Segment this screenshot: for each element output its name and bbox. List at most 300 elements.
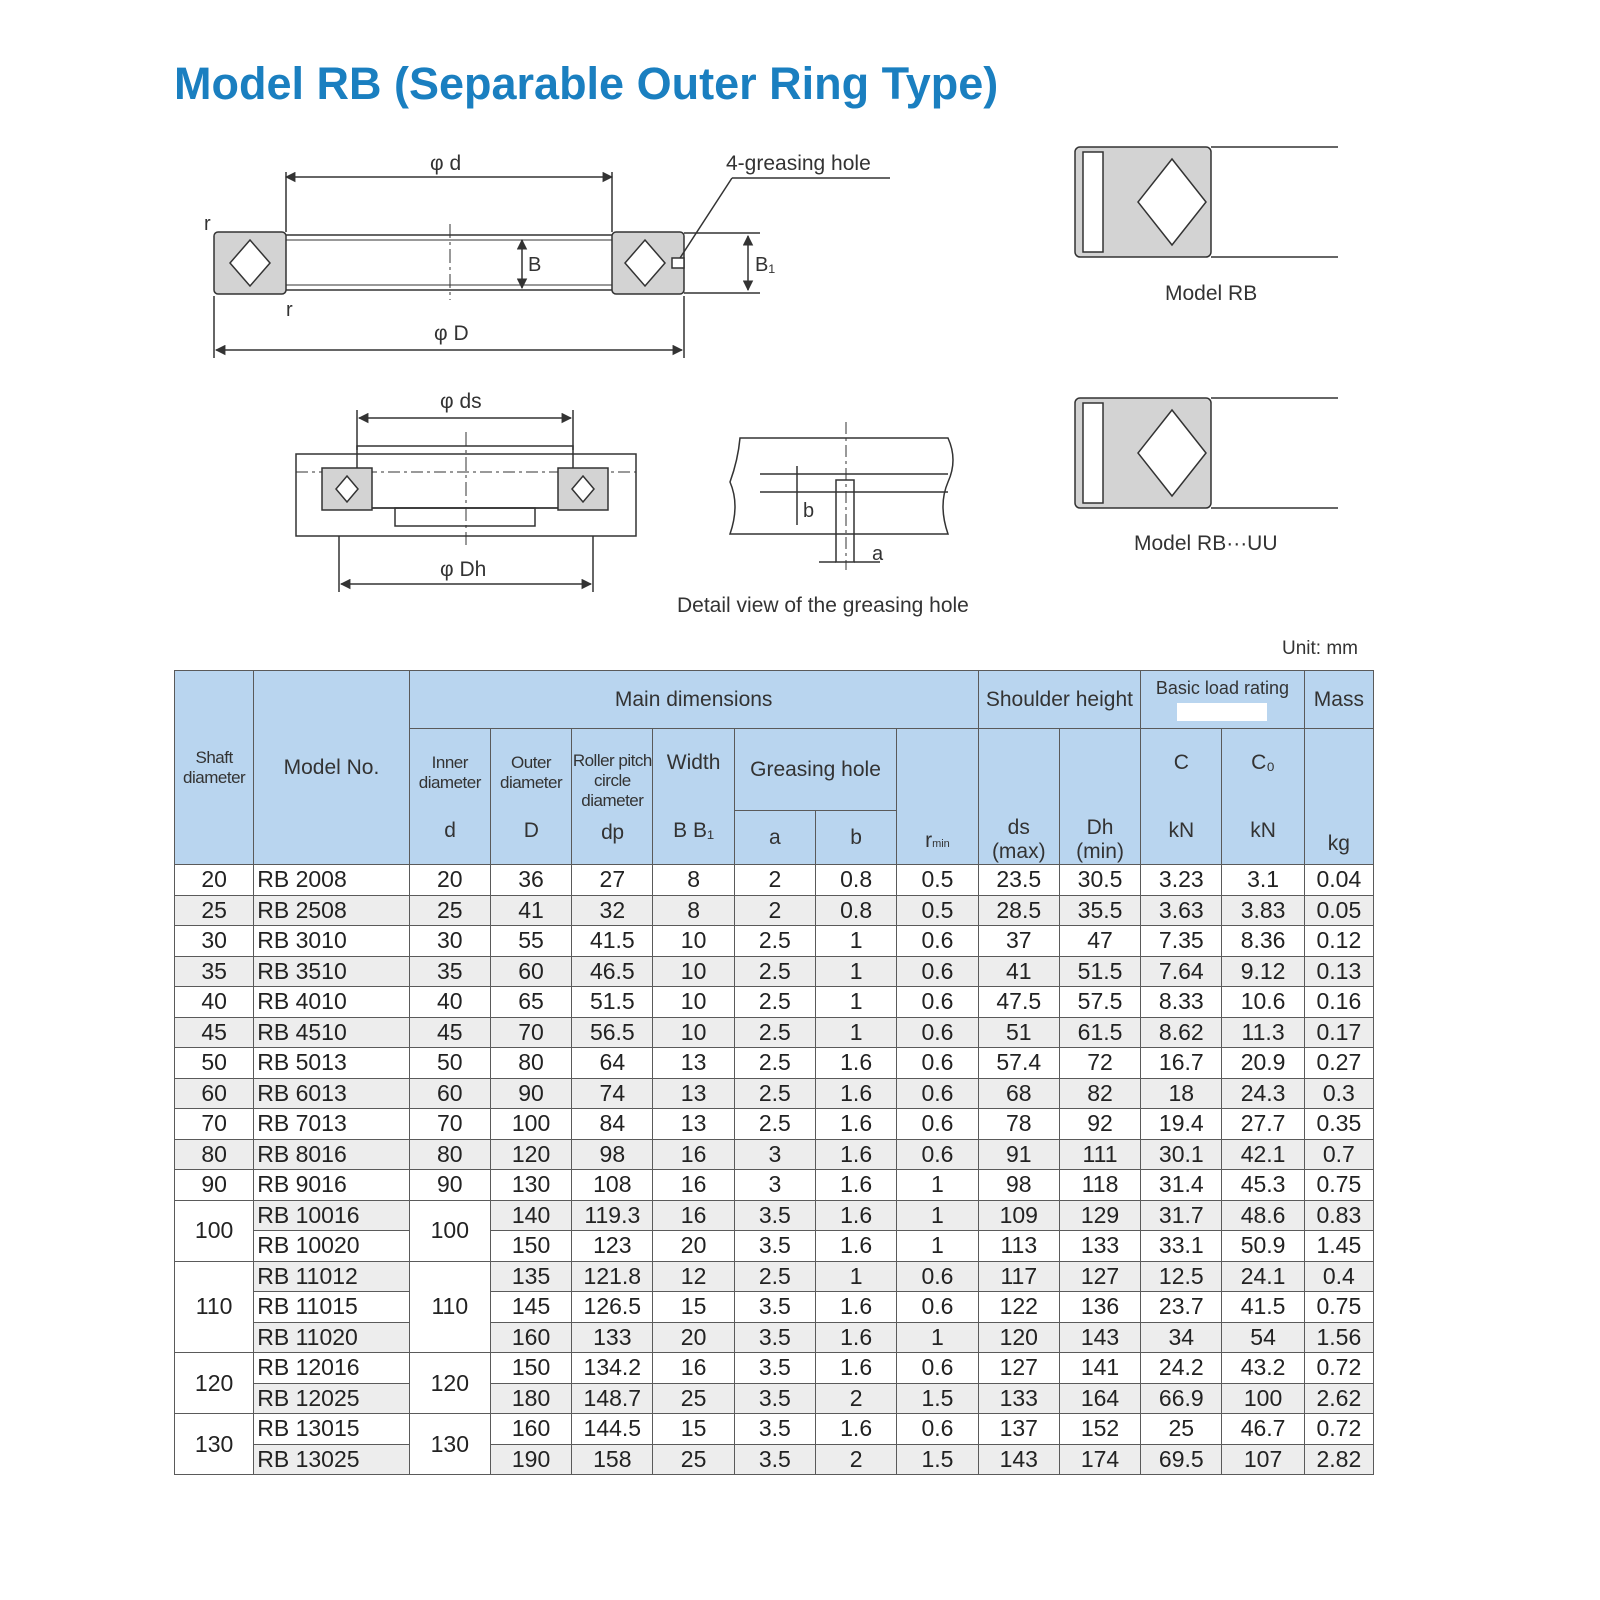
cell-greasing-b: 1.6 [816, 1109, 897, 1140]
cell-mass: 1.56 [1304, 1322, 1373, 1353]
cell-C: 66.9 [1141, 1383, 1222, 1414]
cell-inner-diameter: 80 [409, 1139, 490, 1170]
cell-dh-min: 164 [1059, 1383, 1140, 1414]
cell-outer-diameter: 36 [490, 865, 571, 896]
cell-width: 8 [653, 895, 734, 926]
cell-dh-min: 143 [1059, 1322, 1140, 1353]
cell-shaft-diameter: 70 [175, 1109, 254, 1140]
cell-roller-pitch: 123 [572, 1231, 653, 1262]
cell-outer-diameter: 135 [490, 1261, 571, 1292]
cell-ds-max: 122 [978, 1292, 1059, 1323]
cell-model-no: RB 3010 [254, 926, 409, 957]
cell-mass: 0.35 [1304, 1109, 1373, 1140]
cell-greasing-a: 2.5 [734, 987, 815, 1018]
table-row [175, 1200, 1374, 1231]
cell-mass: 0.83 [1304, 1200, 1373, 1231]
cell-model-no: RB 9016 [254, 1170, 409, 1201]
unit-label: Unit: mm [1282, 638, 1358, 659]
cell-model-no: RB 11020 [254, 1322, 409, 1353]
header-dh-min: Dh (min) [1059, 729, 1140, 865]
cell-inner-diameter: 50 [409, 1048, 490, 1079]
inner-symbol: d [444, 818, 456, 842]
cell-width: 16 [653, 1139, 734, 1170]
cell-mass: 0.7 [1304, 1139, 1373, 1170]
cell-outer-diameter: 180 [490, 1383, 571, 1414]
label-greasing-hole: 4-greasing hole [726, 152, 871, 175]
C-unit: kN [1168, 818, 1195, 842]
cell-C: 23.7 [1141, 1292, 1222, 1323]
cell-shaft-diameter: 30 [175, 926, 254, 957]
cell-greasing-a: 3.5 [734, 1322, 815, 1353]
cell-outer-diameter: 70 [490, 1017, 571, 1048]
cell-greasing-b: 2 [816, 1383, 897, 1414]
table-row [175, 1048, 1374, 1079]
cell-inner-diameter: 120 [409, 1353, 490, 1414]
cell-shaft-diameter: 120 [175, 1353, 254, 1414]
label-r-top: r [204, 213, 211, 235]
cell-outer-diameter: 190 [490, 1444, 571, 1475]
cell-model-no: RB 10020 [254, 1231, 409, 1262]
r-subscript: min [932, 838, 950, 850]
cell-greasing-b: 1 [816, 956, 897, 987]
cell-shaft-diameter: 80 [175, 1139, 254, 1170]
cell-C0: 54 [1222, 1322, 1304, 1353]
cell-C: 69.5 [1141, 1444, 1222, 1475]
cell-C0: 9.12 [1222, 956, 1304, 987]
cell-dh-min: 61.5 [1059, 1017, 1140, 1048]
cell-inner-diameter: 70 [409, 1109, 490, 1140]
cell-greasing-a: 3.5 [734, 1292, 815, 1323]
cell-dh-min: 136 [1059, 1292, 1140, 1323]
label-a: a [872, 543, 884, 565]
cell-greasing-a: 3 [734, 1170, 815, 1201]
roller-symbol: dp [601, 820, 624, 844]
cell-model-no: RB 11012 [254, 1261, 409, 1292]
label-phi-d: φ d [430, 152, 462, 175]
cell-C0: 20.9 [1222, 1048, 1304, 1079]
cell-roller-pitch: 119.3 [572, 1200, 653, 1231]
cell-width: 13 [653, 1109, 734, 1140]
header-mass: Mass [1304, 671, 1373, 729]
cell-ds-max: 113 [978, 1231, 1059, 1262]
cell-greasing-a: 2.5 [734, 1017, 815, 1048]
cell-width: 25 [653, 1383, 734, 1414]
cell-r-min: 1.5 [897, 1383, 978, 1414]
cell-roller-pitch: 108 [572, 1170, 653, 1201]
header-C [1141, 729, 1222, 865]
cell-greasing-a: 2.5 [734, 956, 815, 987]
table-row [175, 1109, 1374, 1140]
cell-roller-pitch: 121.8 [572, 1261, 653, 1292]
cell-mass: 0.04 [1304, 865, 1373, 896]
header-width [653, 729, 734, 865]
cell-width: 16 [653, 1200, 734, 1231]
cell-C: 34 [1141, 1322, 1222, 1353]
cell-width: 10 [653, 987, 734, 1018]
header-model-no: Model No. [254, 671, 409, 865]
cell-ds-max: 41 [978, 956, 1059, 987]
cell-model-no: RB 8016 [254, 1139, 409, 1170]
table-row [175, 865, 1374, 896]
cell-inner-diameter: 30 [409, 926, 490, 957]
cell-greasing-a: 3.5 [734, 1444, 815, 1475]
cell-shaft-diameter: 100 [175, 1200, 254, 1261]
cell-greasing-b: 1 [816, 987, 897, 1018]
cell-r-min: 0.6 [897, 1078, 978, 1109]
width-label: Width [666, 750, 721, 774]
cell-greasing-b: 1 [816, 1261, 897, 1292]
label-r-bottom: r [286, 299, 293, 321]
label-model-rb: Model RB [1165, 282, 1258, 305]
header-kg [1304, 729, 1373, 865]
technical-drawings [0, 0, 1600, 640]
cell-ds-max: 78 [978, 1109, 1059, 1140]
cell-greasing-a: 3.5 [734, 1383, 815, 1414]
cell-outer-diameter: 150 [490, 1231, 571, 1262]
cell-r-min: 0.6 [897, 956, 978, 987]
cell-shaft-diameter: 90 [175, 1170, 254, 1201]
cell-r-min: 0.6 [897, 926, 978, 957]
cell-roller-pitch: 32 [572, 895, 653, 926]
table-row [175, 1322, 1374, 1353]
table-row [175, 1353, 1374, 1384]
cell-mass: 1.45 [1304, 1231, 1373, 1262]
cell-C0: 43.2 [1222, 1353, 1304, 1384]
blanked-unit-area [1177, 703, 1267, 721]
cell-dh-min: 82 [1059, 1078, 1140, 1109]
cell-C0: 8.36 [1222, 926, 1304, 957]
cell-C: 8.33 [1141, 987, 1222, 1018]
cell-outer-diameter: 145 [490, 1292, 571, 1323]
cell-C0: 100 [1222, 1383, 1304, 1414]
cell-outer-diameter: 120 [490, 1139, 571, 1170]
label-B1: B₁ [755, 254, 776, 276]
cell-roller-pitch: 51.5 [572, 987, 653, 1018]
cell-greasing-a: 2.5 [734, 1078, 815, 1109]
cell-width: 15 [653, 1414, 734, 1445]
cell-greasing-a: 2.5 [734, 926, 815, 957]
cell-roller-pitch: 134.2 [572, 1353, 653, 1384]
cell-C: 33.1 [1141, 1231, 1222, 1262]
cell-roller-pitch: 56.5 [572, 1017, 653, 1048]
cell-C: 18 [1141, 1078, 1222, 1109]
cell-greasing-b: 1.6 [816, 1078, 897, 1109]
cell-roller-pitch: 126.5 [572, 1292, 653, 1323]
cell-greasing-a: 2.5 [734, 1048, 815, 1079]
cell-C0: 41.5 [1222, 1292, 1304, 1323]
cell-shaft-diameter: 45 [175, 1017, 254, 1048]
table-row [175, 1231, 1374, 1262]
cell-dh-min: 30.5 [1059, 865, 1140, 896]
cell-outer-diameter: 130 [490, 1170, 571, 1201]
header-greasing-hole: Greasing hole [734, 729, 897, 811]
table-row [175, 1261, 1374, 1292]
table-row [175, 987, 1374, 1018]
cell-roller-pitch: 84 [572, 1109, 653, 1140]
cell-ds-max: 37 [978, 926, 1059, 957]
cell-dh-min: 127 [1059, 1261, 1140, 1292]
cell-model-no: RB 3510 [254, 956, 409, 987]
cell-inner-diameter: 40 [409, 987, 490, 1018]
cell-C0: 3.83 [1222, 895, 1304, 926]
cell-ds-max: 117 [978, 1261, 1059, 1292]
cell-C0: 24.3 [1222, 1078, 1304, 1109]
cell-greasing-b: 1.6 [816, 1353, 897, 1384]
cell-r-min: 0.6 [897, 1048, 978, 1079]
cell-dh-min: 35.5 [1059, 895, 1140, 926]
table-row [175, 1383, 1374, 1414]
table-row [175, 926, 1374, 957]
cell-roller-pitch: 46.5 [572, 956, 653, 987]
table-row [175, 1414, 1374, 1445]
cell-r-min: 1 [897, 1322, 978, 1353]
cell-C: 31.4 [1141, 1170, 1222, 1201]
basic-load-rating-label: Basic load rating [1155, 677, 1289, 698]
cell-C0: 3.1 [1222, 865, 1304, 896]
cell-ds-max: 68 [978, 1078, 1059, 1109]
cell-width: 10 [653, 926, 734, 957]
cell-C0: 27.7 [1222, 1109, 1304, 1140]
cell-greasing-a: 2.5 [734, 1109, 815, 1140]
cell-mass: 0.75 [1304, 1170, 1373, 1201]
cell-model-no: RB 7013 [254, 1109, 409, 1140]
cell-greasing-b: 1.6 [816, 1231, 897, 1262]
cell-inner-diameter: 20 [409, 865, 490, 896]
cell-greasing-b: 1.6 [816, 1200, 897, 1231]
cell-greasing-b: 1.6 [816, 1292, 897, 1323]
cell-dh-min: 141 [1059, 1353, 1140, 1384]
cell-inner-diameter: 110 [409, 1261, 490, 1353]
cell-C0: 46.7 [1222, 1414, 1304, 1445]
cell-C: 24.2 [1141, 1353, 1222, 1384]
cell-outer-diameter: 65 [490, 987, 571, 1018]
cell-dh-min: 72 [1059, 1048, 1140, 1079]
cell-C: 7.35 [1141, 926, 1222, 957]
header-shaft-diameter: Shaft diameter [175, 671, 254, 865]
cell-shaft-diameter: 110 [175, 1261, 254, 1353]
table-row [175, 956, 1374, 987]
header-basic-load-rating [1141, 671, 1305, 729]
cell-greasing-b: 1 [816, 926, 897, 957]
label-phi-Dh: φ Dh [440, 558, 487, 581]
cell-dh-min: 92 [1059, 1109, 1140, 1140]
cell-ds-max: 28.5 [978, 895, 1059, 926]
cell-roller-pitch: 148.7 [572, 1383, 653, 1414]
cell-C: 19.4 [1141, 1109, 1222, 1140]
cell-mass: 0.16 [1304, 987, 1373, 1018]
page-title: Model RB (Separable Outer Ring Type) [174, 58, 999, 109]
cell-outer-diameter: 100 [490, 1109, 571, 1140]
cell-r-min: 0.5 [897, 895, 978, 926]
cell-C0: 48.6 [1222, 1200, 1304, 1231]
table-row [175, 1292, 1374, 1323]
cell-model-no: RB 11015 [254, 1292, 409, 1323]
cell-mass: 0.05 [1304, 895, 1373, 926]
cell-shaft-diameter: 20 [175, 865, 254, 896]
cell-roller-pitch: 133 [572, 1322, 653, 1353]
cell-C0: 10.6 [1222, 987, 1304, 1018]
cell-inner-diameter: 25 [409, 895, 490, 926]
cell-shaft-diameter: 50 [175, 1048, 254, 1079]
cell-width: 15 [653, 1292, 734, 1323]
cell-model-no: RB 2508 [254, 895, 409, 926]
greasing-hole-detail-drawing [730, 422, 953, 570]
cell-inner-diameter: 60 [409, 1078, 490, 1109]
cell-ds-max: 120 [978, 1322, 1059, 1353]
cell-C: 30.1 [1141, 1139, 1222, 1170]
cell-C: 12.5 [1141, 1261, 1222, 1292]
cell-inner-diameter: 90 [409, 1170, 490, 1201]
label-phi-D: φ D [434, 322, 469, 345]
cell-ds-max: 47.5 [978, 987, 1059, 1018]
cell-mass: 0.12 [1304, 926, 1373, 957]
header-r-min [897, 729, 978, 865]
cell-greasing-a: 2.5 [734, 1261, 815, 1292]
label-model-rb-uu: Model RB···UU [1134, 532, 1278, 555]
cell-r-min: 0.6 [897, 987, 978, 1018]
cell-greasing-b: 1.6 [816, 1414, 897, 1445]
C0-unit: kN [1250, 818, 1276, 842]
cell-C: 7.64 [1141, 956, 1222, 987]
label-phi-ds: φ ds [440, 390, 482, 413]
cell-ds-max: 133 [978, 1383, 1059, 1414]
cell-width: 20 [653, 1231, 734, 1262]
cell-model-no: RB 13015 [254, 1414, 409, 1445]
cell-inner-diameter: 130 [409, 1414, 490, 1475]
cell-roller-pitch: 41.5 [572, 926, 653, 957]
cell-greasing-a: 3.5 [734, 1200, 815, 1231]
cell-C: 3.63 [1141, 895, 1222, 926]
cell-greasing-a: 3.5 [734, 1414, 815, 1445]
cell-r-min: 1.5 [897, 1444, 978, 1475]
cell-width: 25 [653, 1444, 734, 1475]
cell-model-no: RB 6013 [254, 1078, 409, 1109]
cell-C: 25 [1141, 1414, 1222, 1445]
cell-outer-diameter: 160 [490, 1414, 571, 1445]
cell-width: 13 [653, 1048, 734, 1079]
cell-greasing-b: 0.8 [816, 865, 897, 896]
cell-r-min: 0.6 [897, 1414, 978, 1445]
cell-inner-diameter: 35 [409, 956, 490, 987]
header-b: b [816, 811, 897, 865]
cell-roller-pitch: 98 [572, 1139, 653, 1170]
C0-label: C₀ [1251, 750, 1276, 774]
table-row [175, 1139, 1374, 1170]
header-shoulder-height: Shoulder height [978, 671, 1141, 729]
cell-roller-pitch: 158 [572, 1444, 653, 1475]
table-row [175, 1444, 1374, 1475]
cell-greasing-b: 1.6 [816, 1322, 897, 1353]
cell-inner-diameter: 100 [409, 1200, 490, 1261]
header-C0 [1222, 729, 1304, 865]
cell-width: 20 [653, 1322, 734, 1353]
cell-dh-min: 118 [1059, 1170, 1140, 1201]
cell-dh-min: 111 [1059, 1139, 1140, 1170]
specification-table [174, 670, 1374, 1475]
header-main-dimensions: Main dimensions [409, 671, 978, 729]
cell-greasing-b: 1.6 [816, 1048, 897, 1079]
cell-outer-diameter: 55 [490, 926, 571, 957]
table-body [175, 865, 1374, 1475]
cell-outer-diameter: 160 [490, 1322, 571, 1353]
header-outer-diameter [490, 729, 571, 865]
cell-r-min: 0.5 [897, 865, 978, 896]
cell-model-no: RB 13025 [254, 1444, 409, 1475]
cell-dh-min: 51.5 [1059, 956, 1140, 987]
cell-outer-diameter: 80 [490, 1048, 571, 1079]
cell-r-min: 0.6 [897, 1017, 978, 1048]
cell-inner-diameter: 45 [409, 1017, 490, 1048]
r-symbol: r [925, 829, 933, 852]
cell-C: 8.62 [1141, 1017, 1222, 1048]
cell-C: 16.7 [1141, 1048, 1222, 1079]
cell-width: 13 [653, 1078, 734, 1109]
cell-greasing-a: 2 [734, 865, 815, 896]
table-row [175, 895, 1374, 926]
cell-model-no: RB 4010 [254, 987, 409, 1018]
cell-ds-max: 109 [978, 1200, 1059, 1231]
cell-shaft-diameter: 60 [175, 1078, 254, 1109]
cell-mass: 0.72 [1304, 1353, 1373, 1384]
cell-r-min: 1 [897, 1231, 978, 1262]
cell-greasing-b: 1.6 [816, 1139, 897, 1170]
cell-shaft-diameter: 130 [175, 1414, 254, 1475]
cell-C: 3.23 [1141, 865, 1222, 896]
cell-model-no: RB 4510 [254, 1017, 409, 1048]
label-b: b [803, 500, 815, 522]
cell-C: 31.7 [1141, 1200, 1222, 1231]
header-ds-max: ds (max) [978, 729, 1059, 865]
cell-roller-pitch: 64 [572, 1048, 653, 1079]
cell-dh-min: 57.5 [1059, 987, 1140, 1018]
cell-dh-min: 133 [1059, 1231, 1140, 1262]
cell-model-no: RB 2008 [254, 865, 409, 896]
cell-width: 10 [653, 1017, 734, 1048]
width-symbol: B B₁ [673, 818, 715, 842]
cell-dh-min: 129 [1059, 1200, 1140, 1231]
cell-C0: 11.3 [1222, 1017, 1304, 1048]
cell-roller-pitch: 74 [572, 1078, 653, 1109]
cell-outer-diameter: 90 [490, 1078, 571, 1109]
label-B: B [528, 254, 542, 276]
cell-mass: 0.72 [1304, 1414, 1373, 1445]
cell-C0: 107 [1222, 1444, 1304, 1475]
header-inner-diameter [409, 729, 490, 865]
header-roller-pitch [572, 729, 653, 865]
C-label: C [1173, 750, 1189, 774]
table-row [175, 1170, 1374, 1201]
cell-mass: 2.82 [1304, 1444, 1373, 1475]
cell-greasing-a: 2 [734, 895, 815, 926]
cell-model-no: RB 5013 [254, 1048, 409, 1079]
cell-C0: 42.1 [1222, 1139, 1304, 1170]
cell-dh-min: 174 [1059, 1444, 1140, 1475]
cell-width: 8 [653, 865, 734, 896]
cell-mass: 0.3 [1304, 1078, 1373, 1109]
cell-C0: 45.3 [1222, 1170, 1304, 1201]
cell-dh-min: 47 [1059, 926, 1140, 957]
outer-diameter-label: Outer diameter [500, 752, 563, 792]
cell-outer-diameter: 150 [490, 1353, 571, 1384]
cell-width: 16 [653, 1170, 734, 1201]
cell-outer-diameter: 60 [490, 956, 571, 987]
table-row [175, 1017, 1374, 1048]
cell-r-min: 0.6 [897, 1109, 978, 1140]
cell-model-no: RB 12016 [254, 1353, 409, 1384]
cell-greasing-b: 0.8 [816, 895, 897, 926]
cell-ds-max: 137 [978, 1414, 1059, 1445]
cell-model-no: RB 10016 [254, 1200, 409, 1231]
